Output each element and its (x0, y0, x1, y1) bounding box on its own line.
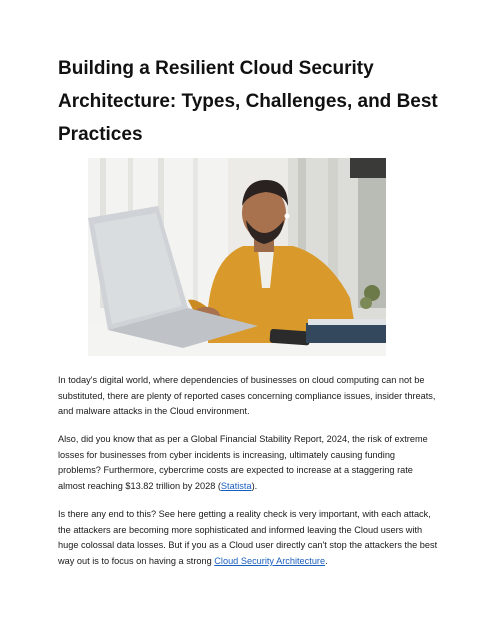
paragraph-statistics-text: Also, did you know that as per a Global Financial Stability Report, 2024, the risk of extreme losses for businesses from cyber incidents is increasing, ultimately causing funding problems? Furthermore, cybercrime costs are expected to increase at a staggering rate almost reaching $13.82 trillion by 2028 ( (58, 434, 428, 491)
paragraph-conclusion-text: Is there any end to this? See here getting a reality check is very important, with each attack, the attackers are becoming more sophisticated and informed leaving the Cloud users with huge colossal data losses. But if you as a Cloud user directly can't stop the attackers the best way out is to focus on having a strong (58, 509, 438, 566)
paragraph-intro (58, 373, 440, 420)
article-title: Building a Resilient Cloud Security Architecture: Types, Challenges, and Best Practices (58, 58, 438, 145)
paragraph-intro-text: In today's digital world, where dependencies of businesses on cloud computing can not be substituted, there are plenty of reported cases concerning compliance issues, insider threats, and malware attacks in the Cloud environment. (58, 375, 436, 417)
man-at-laptop-illustration (88, 158, 386, 356)
statista-link[interactable]: Statista (220, 480, 252, 491)
hero-image (88, 158, 386, 356)
cloud-security-architecture-link[interactable]: Cloud Security Architecture (214, 555, 326, 566)
paragraph-statistics-tail: ). (251, 480, 258, 491)
paragraph-statistics (58, 432, 440, 494)
paragraph-conclusion-tail: . (325, 555, 328, 566)
paragraph-conclusion (58, 507, 440, 569)
